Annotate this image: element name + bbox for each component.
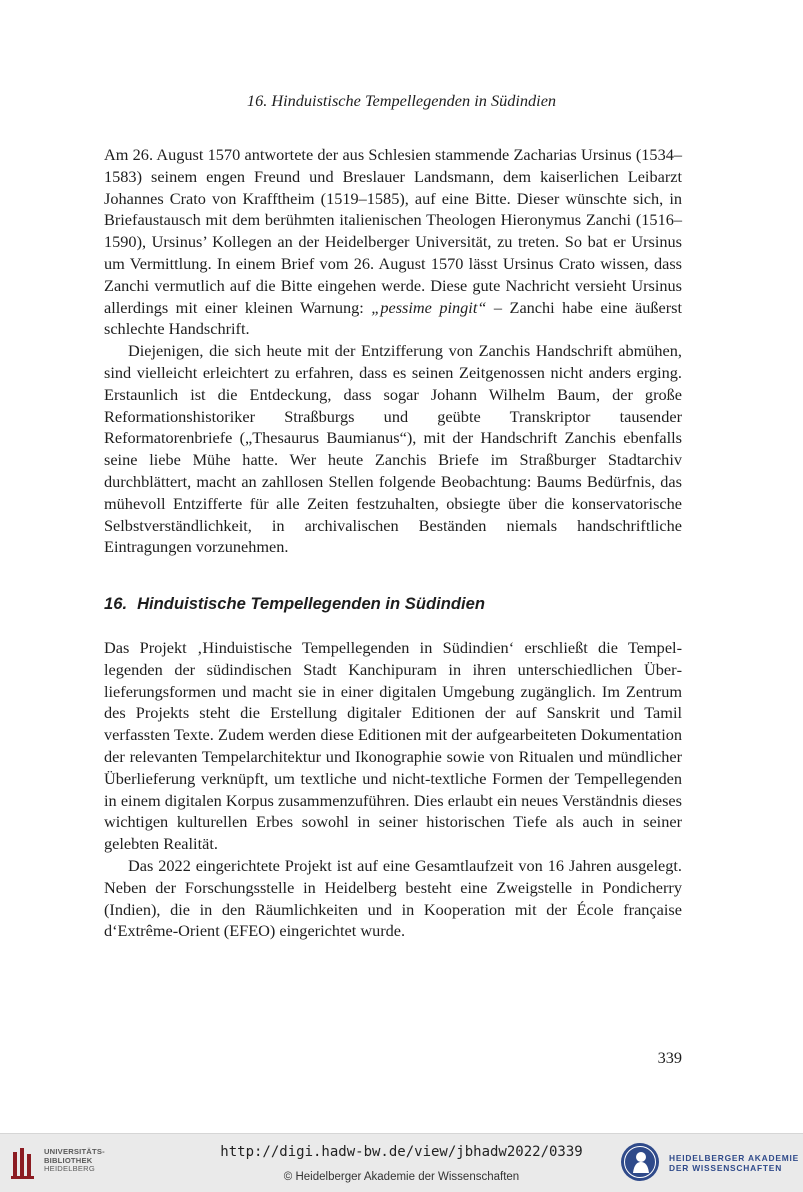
body-text-section-2 bbox=[104, 637, 682, 942]
paragraph-text: Am 26. August 1570 antwortete der aus Schlesien stammende Zacharias Ursinus (1534–1583) seinem engen Freund und Breslauer Landsmann, dem kaiserlichen Leibarzt Johannes Crato von Krafftheim (1519–1585), auf eine Bitte. Dieser wünschte sich, in Briefaustausch mit dem berühmten italienischen Theologen Hieronymus Zanchi (1516–1590), Ursinus’ Kollegen an der Heidelberger Universität, zu treten. So bat er Ursinus um Vermittlung. In einem Brief vom 26. August 1570 lässt Ursinus Crato wissen, dass Zanchi vermutlich auf die Bitte eingehen werde. Diese gute Nachricht versieht Ursinus allerdings mit einer kleinen Warnung: bbox=[104, 145, 682, 317]
copyright-notice: © Heidelberger Akademie der Wissenschaften bbox=[283, 1171, 520, 1183]
academy-logo[interactable] bbox=[620, 1139, 800, 1187]
page-number: 339 bbox=[657, 1048, 682, 1067]
paragraph-text: – Zanchi habe eine äußerst schlechte Handschrift. bbox=[104, 297, 682, 339]
section-heading bbox=[104, 594, 682, 614]
paragraph: Diejenigen, die sich heute mit der Entzifferung von Zanchis Handschrift abmühen, sind vielleicht erleichtert zu erfahren, dass es seinen Zeitgenossen nicht anders erging. Erstaunlich ist die Entdeckung, dass sogar Johann Wilhelm Baum, der große Reformationshistoriker Straßburgs und geübte Transkriptor tausender Reformatorenbriefe („Thesaurus Baumianus“), mit der Handschrift Zanchis ebenfalls seine liebe Mühe hatte. Wer heute Zanchis Briefe im Straßburger Stadtarchiv durchblättert, macht an zahllosen Stellen folgende Beobachtung: Baums Bedürfnis, das mühevoll Entzifferte für alle Zeiten festzuhalten, obsiegte über die konservatorische Selbstverständlichkeit, in archivalischen Beständen niemals handschriftliche Eintragungen vorzunehmen. bbox=[104, 341, 682, 557]
paragraph: Das Projekt ‚Hinduistische Tempellegenden in Südindien‘ erschließt die Tempellegenden der südindischen Stadt Kanchipuram in ihren unterschiedlichen Überlieferungsformen und macht sie in einer digitalen Umgebung zugänglich. Im Zentrum des Projekts steht die Erstellung digitaler Editionen der auf Sanskrit und Tamil verfassten Texte. Zudem werden diese Editionen mit der aufgearbeiteten Dokumentation der relevanten Tempelarchitektur und Ikonographie sowie von Ritualen und mündlicher Überlieferung verknüpft, um textliche und nicht-textliche Formen der Tempellegenden in einem digitalen Korpus zusammenzuführen. Dies erlaubt ein neues Verständnis dieses wichtigen kulturellen Erbes sowohl in seiner historischen Tiefe als auch in seiner gelebten Realität. bbox=[104, 638, 682, 854]
running-head: 16. Hinduistische Tempellegenden in Südindien bbox=[246, 91, 557, 110]
paragraph: Das 2022 eingerichtete Projekt ist auf eine Gesamtlaufzeit von 16 Jahren ausgelegt. Neben der Forschungsstelle in Heidelberg besteht eine Zweigstelle in Pondicherry (Indien), die in den Räumlichkeiten und in Kooperation mit der École française d‘Extrême-Orient (EFEO) eingerichtet wurde. bbox=[104, 855, 682, 941]
latin-quote: „pessime pingit“ bbox=[371, 297, 487, 317]
section-number: 16. bbox=[104, 594, 128, 613]
section-title: Hinduistische Tempellegenden in Südindien bbox=[137, 594, 485, 613]
academy-logo-text: HEIDELBERGER AKADEMIE DER WISSENSCHAFTEN bbox=[669, 1153, 800, 1174]
library-logo-text: UNIVERSITÄTS- BIBLIOTHEK HEIDELBERG bbox=[44, 1147, 105, 1174]
footer-bar bbox=[0, 1133, 803, 1192]
academy-seal-icon bbox=[620, 1142, 660, 1182]
paragraph bbox=[104, 144, 682, 340]
permalink-url[interactable]: http://digi.hadw-bw.de/view/jbhadw2022/0339 bbox=[220, 1144, 583, 1160]
body-text-section-1 bbox=[104, 144, 682, 558]
